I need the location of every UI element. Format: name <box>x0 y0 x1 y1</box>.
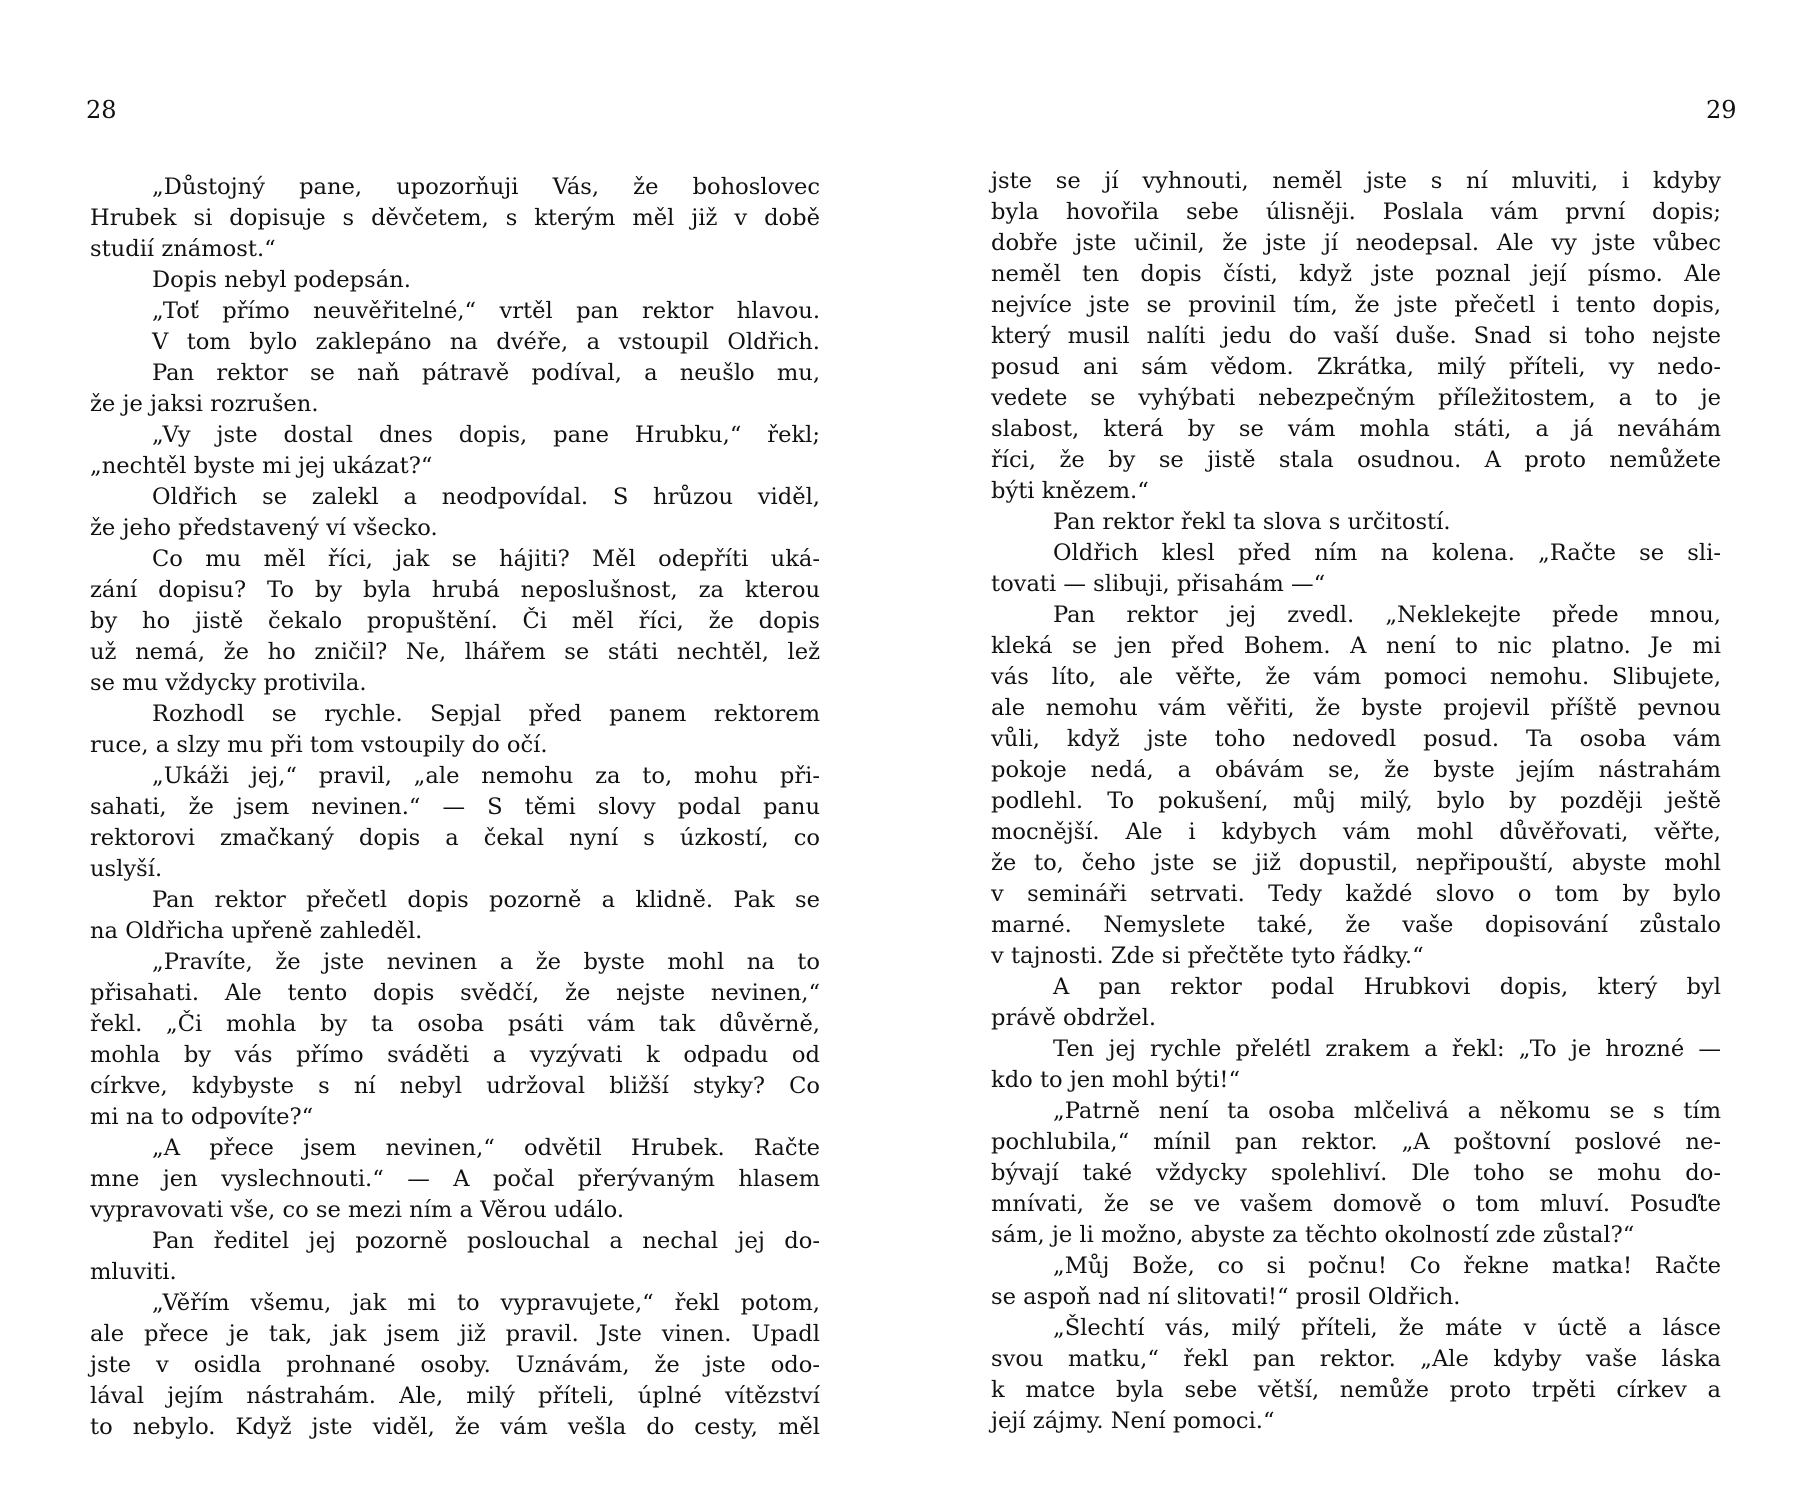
text-line: kdo to jen mohl býti!“ <box>991 1067 1241 1093</box>
text-line: vypravovati vše, co se mezi ním a Věrou událo. <box>90 1197 625 1223</box>
text-line: „Toť přímo neuvěřitelné,“ vrtěl pan rektor hlavou. <box>152 298 820 324</box>
text-line: řekl. „Či mohla by ta osoba psáti vám tak důvěrně, <box>90 1011 820 1037</box>
text-line: to nebylo. Když jste viděl, že vám vešla do cesty, měl <box>90 1414 820 1440</box>
text-line: Co mu měl říci, jak se hájiti? Měl odepříti uká- <box>152 546 820 572</box>
text-line: jste v osidla prohnané osoby. Uznávám, že jste odo- <box>90 1352 820 1378</box>
text-line: Pan rektor se naň pátravě podíval, a neušlo mu, <box>152 360 820 386</box>
text-line: Ten jej rychle přelétl zrakem a řekl: „To je hrozné — <box>1053 1036 1721 1062</box>
text-line: byla hovořila sebe úlisněji. Poslala vám první dopis; <box>991 199 1721 225</box>
text-line: pochlubila,“ mínil pan rektor. „A poštovní poslové ne- <box>991 1129 1721 1155</box>
text-line: slabost, která by se vám mohla státi, a já neváhám <box>991 416 1721 442</box>
text-line: V tom bylo zaklepáno na dvéře, a vstoupil Oldřich. <box>152 329 820 355</box>
text-line: Pan rektor řekl ta slova s určitostí. <box>1053 509 1451 535</box>
text-line: mohla by vás přímo sváděti a vyzývati k odpadu od <box>90 1042 820 1068</box>
text-line: A pan rektor podal Hrubkovi dopis, který byl <box>1053 974 1721 1000</box>
text-line: Pan rektor přečetl dopis pozorně a klidně. Pak se <box>152 887 820 913</box>
page-number: 29 <box>1706 96 1737 124</box>
text-line: svou matku,“ řekl pan rektor. „Ale kdyby vaše láska <box>991 1346 1721 1372</box>
text-line: mocnější. Ale i kdybych vám mohl důvěřovati, věřte, <box>991 819 1721 845</box>
text-line: zání dopisu? To by byla hrubá neposlušnost, za kterou <box>90 577 820 603</box>
text-line: „A přece jsem nevinen,“ odvětil Hrubek. Račte <box>152 1135 820 1161</box>
text-line: by ho jistě čekalo propuštění. Či měl říci, že dopis <box>90 608 820 634</box>
text-line: „Patrně není ta osoba mlčelivá a někomu se s tím <box>1053 1098 1721 1124</box>
text-line: dobře jste učinil, že jste jí neodepsal. Ale vy jste vůbec <box>991 230 1721 256</box>
text-line: sám, je li možno, abyste za těchto okolností zde zůstal?“ <box>991 1222 1635 1248</box>
text-line: Rozhodl se rychle. Sepjal před panem rektorem <box>152 701 820 727</box>
text-line: „Pravíte, že jste nevinen a že byste mohl na to <box>152 949 820 975</box>
text-line: Dopis nebyl podepsán. <box>152 267 411 293</box>
text-line: „nechtěl byste mi jej ukázat?“ <box>90 453 433 479</box>
text-column <box>991 166 1721 1437</box>
text-line: studií známost.“ <box>90 236 276 262</box>
text-line: k matce byla sebe větší, nemůže proto trpěti církev a <box>991 1377 1721 1403</box>
text-line: marné. Nemyslete také, že vaše dopisování zůstalo <box>991 912 1721 938</box>
text-line: mne jen vyslechnouti.“ — A počal přerývaným hlasem <box>90 1166 820 1192</box>
text-line: že jeho představený ví všecko. <box>90 515 438 541</box>
text-line: Hrubek si dopisuje s děvčetem, s kterým měl již v době <box>90 205 820 231</box>
text-line: vedete se vyhýbati nebezpečným příležitostem, a to je <box>991 385 1721 411</box>
text-line: mluviti. <box>90 1259 177 1285</box>
text-line: „Ukáži jej,“ pravil, „ale nemohu za to, mohu při- <box>152 763 820 789</box>
text-line: vůli, když jste toho nedovedl posud. Ta osoba vám <box>991 726 1721 752</box>
text-line: v semináři setrvati. Tedy každé slovo o tom by bylo <box>991 881 1721 907</box>
text-line: neměl ten dopis čísti, když jste poznal její písmo. Ale <box>991 261 1721 287</box>
text-line: lával jejím nástrahám. Ale, milý příteli, úplné vítězství <box>90 1383 820 1409</box>
text-line: jste se jí vyhnouti, neměl jste s ní mluviti, i kdyby <box>991 168 1721 194</box>
text-line: rektorovi zmačkaný dopis a čekal nyní s úzkostí, co <box>90 825 820 851</box>
text-line: ale nemohu vám věřiti, že byste projevil příště pevnou <box>991 695 1721 721</box>
text-line: nejvíce jste se provinil tím, že jste přečetl i tento dopis, <box>991 292 1721 318</box>
text-line: sahati, že jsem nevinen.“ — S těmi slovy podal panu <box>90 794 820 820</box>
text-line: „Vy jste dostal dnes dopis, pane Hrubku,“ řekl; <box>152 422 820 448</box>
text-line: právě obdržel. <box>991 1005 1157 1031</box>
text-line: ruce, a slzy mu při tom vstoupily do očí. <box>90 732 548 758</box>
text-line: na Oldřicha upřeně zahleděl. <box>90 918 423 944</box>
text-line: Oldřich klesl před ním na kolena. „Račte se sli- <box>1053 540 1721 566</box>
text-line: už nemá, že ho zničil? Ne, lhářem se státi nechtěl, lež <box>90 639 820 665</box>
text-line: se mu vždycky protivila. <box>90 670 367 696</box>
text-line: Pan rektor jej zvedl. „Neklekejte přede mnou, <box>1053 602 1721 628</box>
text-line: Pan ředitel jej pozorně poslouchal a nechal jej do- <box>152 1228 820 1254</box>
page-number: 28 <box>86 96 117 124</box>
text-line: že to, čeho jste se již dopustil, nepřipouští, abyste mohl <box>991 850 1721 876</box>
text-line: mi na to odpovíte?“ <box>90 1104 314 1130</box>
text-line: tovati — slibuji, přisahám —“ <box>991 571 1326 597</box>
text-line: „Věřím všemu, jak mi to vypravujete,“ řekl potom, <box>152 1290 820 1316</box>
text-line: vás líto, ale věřte, že vám pomoci nemohu. Slibujete, <box>991 664 1721 690</box>
text-line: říci, že by se jistě stala osudnou. A proto nemůžete <box>991 447 1721 473</box>
text-line: kleká se jen před Bohem. A není to nic platno. Je mi <box>991 633 1721 659</box>
text-line: mnívati, že se ve vašem domově o tom mluví. Posuďte <box>991 1191 1721 1217</box>
text-line: ale přece je tak, jak jsem již pravil. Jste vinen. Upadl <box>90 1321 820 1347</box>
text-line: církve, kdybyste s ní nebyl udržoval bližší styky? Co <box>90 1073 820 1099</box>
text-line: „Můj Bože, co si počnu! Co řekne matka! Račte <box>1053 1253 1721 1279</box>
text-line: v tajnosti. Zde si přečtěte tyto řádky.“ <box>991 943 1424 969</box>
text-line: pokoje nedá, a obávám se, že byste jejím nástrahám <box>991 757 1721 783</box>
text-line: se aspoň nad ní slitovati!“ prosil Oldřich. <box>991 1284 1461 1310</box>
text-line: posud ani sám vědom. Zkrátka, milý příteli, vy nedo- <box>991 354 1721 380</box>
text-line: „Důstojný pane, upozorňuji Vás, že bohoslovec <box>152 174 820 200</box>
text-line: přisahati. Ale tento dopis svědčí, že nejste nevinen,“ <box>90 980 820 1006</box>
right-page <box>906 0 1812 1500</box>
text-line: její zájmy. Není pomoci.“ <box>991 1408 1275 1434</box>
text-line: uslyší. <box>90 856 163 882</box>
text-line: Oldřich se zalekl a neodpovídal. S hrůzou viděl, <box>152 484 820 510</box>
text-line: podlehl. To pokušení, můj milý, bylo by později ještě <box>991 788 1721 814</box>
text-line: býti knězem.“ <box>991 478 1149 504</box>
text-line: bývají také vždycky spolehliví. Dle toho se mohu do- <box>991 1160 1721 1186</box>
text-line: že je jaksi rozrušen. <box>90 391 319 417</box>
text-line: který musil nalíti jedu do vaší duše. Snad si toho nejste <box>991 323 1721 349</box>
text-line: „Šlechtí vás, milý příteli, že máte v úctě a lásce <box>1053 1315 1721 1341</box>
text-column <box>90 172 820 1443</box>
